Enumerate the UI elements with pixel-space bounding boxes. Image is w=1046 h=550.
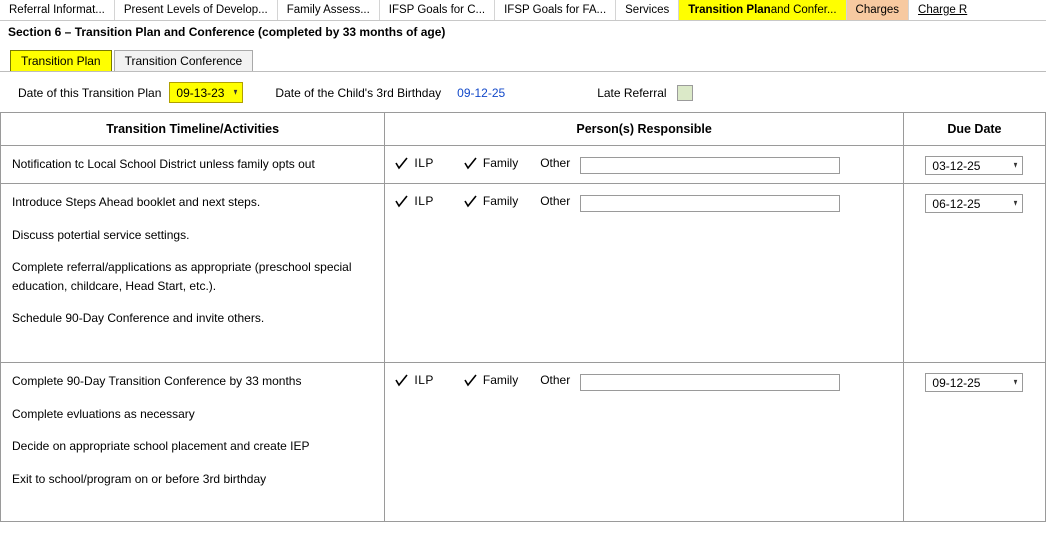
activity-text: Discuss potertial service settings.	[12, 227, 190, 242]
due-date-value: 03-12-25	[932, 158, 981, 173]
responsible-cell	[385, 184, 903, 363]
late-referral-label: Late Referral	[597, 85, 667, 100]
tab-label: Family Assess...	[286, 3, 370, 16]
third-birthday-label: Date of the Child's 3rd Birthday	[275, 85, 442, 100]
tab-transition-plan-and-conference[interactable]	[679, 0, 846, 20]
late-referral-checkbox[interactable]	[677, 85, 693, 101]
tab-charge-r[interactable]	[909, 0, 976, 20]
inner-tab-label: Transition Plan	[21, 53, 101, 68]
inner-tab-transition-plan[interactable]	[10, 50, 112, 71]
activity-text: Decide on appropriate school placement and create IEP	[12, 439, 310, 454]
activity-text: Complete 90-Day Transition Conference by 33 months	[12, 374, 302, 388]
tab-present-levels-of-development[interactable]	[115, 0, 278, 20]
family-label: Family	[482, 194, 519, 208]
transition-plan-date-value: 09-13-23	[176, 85, 225, 100]
table-row	[1, 363, 1046, 522]
activities-cell	[1, 363, 385, 522]
other-input[interactable]	[580, 195, 840, 212]
table-header-row	[1, 113, 1046, 146]
transition-plan-table	[0, 112, 1046, 522]
inner-tab-strip[interactable]	[0, 41, 1046, 71]
ifsp-label: ILP	[414, 194, 434, 208]
ifsp-checkbox[interactable]	[395, 195, 408, 208]
tab-label: IFSP Goals for FA...	[504, 3, 607, 16]
tab-label: Referral Informat...	[9, 3, 105, 16]
ifsp-label: ILP	[414, 373, 434, 387]
other-label: Other	[540, 156, 571, 170]
other-input[interactable]	[580, 374, 840, 391]
tab-family-assessment[interactable]	[278, 0, 380, 20]
family-checkbox[interactable]	[464, 157, 477, 170]
due-date-cell	[903, 146, 1045, 184]
due-date-value: 09-12-25	[932, 375, 981, 390]
tab-label: Services	[625, 3, 670, 16]
tab-label: Charge R	[918, 3, 968, 16]
due-date-field[interactable]	[925, 156, 1023, 175]
responsible-cell	[385, 146, 903, 184]
family-checkbox[interactable]	[464, 195, 477, 208]
tab-label: IFSP Goals for C...	[388, 3, 486, 16]
activity-text: Complete evluations as necessary	[12, 406, 195, 421]
chevron-down-icon[interactable]: ▾	[234, 87, 238, 98]
activity-text: Exit to school/program on or before 3rd birthday	[12, 471, 267, 486]
tab-charges[interactable]	[847, 0, 909, 20]
other-label: Other	[540, 194, 571, 208]
due-date-cell	[903, 363, 1045, 522]
tab-label: Present Levels of Develop...	[123, 3, 268, 16]
table-row	[1, 184, 1046, 363]
ifsp-label: ILP	[414, 156, 434, 170]
third-birthday-value: 09-12-25	[457, 85, 506, 100]
activity-text: Notification tc Local School District unless family opts out	[12, 157, 315, 171]
family-label: Family	[482, 373, 519, 387]
other-input[interactable]	[580, 157, 840, 174]
due-date-cell	[903, 184, 1045, 363]
chevron-down-icon[interactable]: ▾	[1014, 160, 1018, 171]
column-header-activities: Transition Timeline/Activities	[1, 113, 385, 146]
due-date-field[interactable]	[925, 373, 1023, 392]
table-row	[1, 146, 1046, 184]
page-title: Section 6 – Transition Plan and Conference (completed by 33 months of age)	[8, 25, 446, 39]
inner-tab-transition-conference[interactable]	[114, 50, 254, 71]
due-date-value: 06-12-25	[932, 196, 981, 211]
chevron-down-icon[interactable]: ▾	[1014, 198, 1018, 209]
activities-cell	[1, 184, 385, 363]
responsible-cell	[385, 363, 903, 522]
tab-referral-information[interactable]	[0, 0, 115, 20]
ifsp-checkbox[interactable]	[395, 157, 408, 170]
activity-text: Complete referral/applications as appropriate (preschool special education, childcare, Head Start, etc.).	[12, 260, 352, 293]
family-checkbox[interactable]	[464, 374, 477, 387]
chevron-down-icon[interactable]: ▾	[1014, 377, 1018, 388]
date-row	[0, 72, 1046, 112]
family-label: Family	[482, 156, 519, 170]
tab-ifsp-goals-for-child[interactable]	[380, 0, 495, 20]
tab-label: Charges	[855, 3, 900, 16]
tab-services[interactable]	[616, 0, 679, 20]
inner-tab-label: Transition Conference	[124, 53, 243, 68]
column-header-due-date: Due Date	[903, 113, 1045, 146]
other-label: Other	[540, 373, 571, 387]
activity-text: Introduce Steps Ahead booklet and next steps.	[12, 195, 261, 209]
column-header-persons-responsible: Person(s) Responsible	[385, 113, 903, 146]
transition-plan-date-field[interactable]	[169, 82, 243, 103]
activities-cell	[1, 146, 385, 184]
window-tab-strip[interactable]	[0, 0, 1046, 21]
due-date-field[interactable]	[925, 194, 1023, 213]
ifsp-checkbox[interactable]	[395, 374, 408, 387]
tab-label-suffix: and Confer...	[770, 3, 837, 16]
transition-plan-date-label: Date of this Transition Plan	[18, 85, 162, 100]
tab-label: Transition Plan	[688, 3, 771, 16]
activity-text: Schedule 90-Day Conference and invite others.	[12, 311, 265, 326]
tab-ifsp-goals-for-family[interactable]	[495, 0, 616, 20]
